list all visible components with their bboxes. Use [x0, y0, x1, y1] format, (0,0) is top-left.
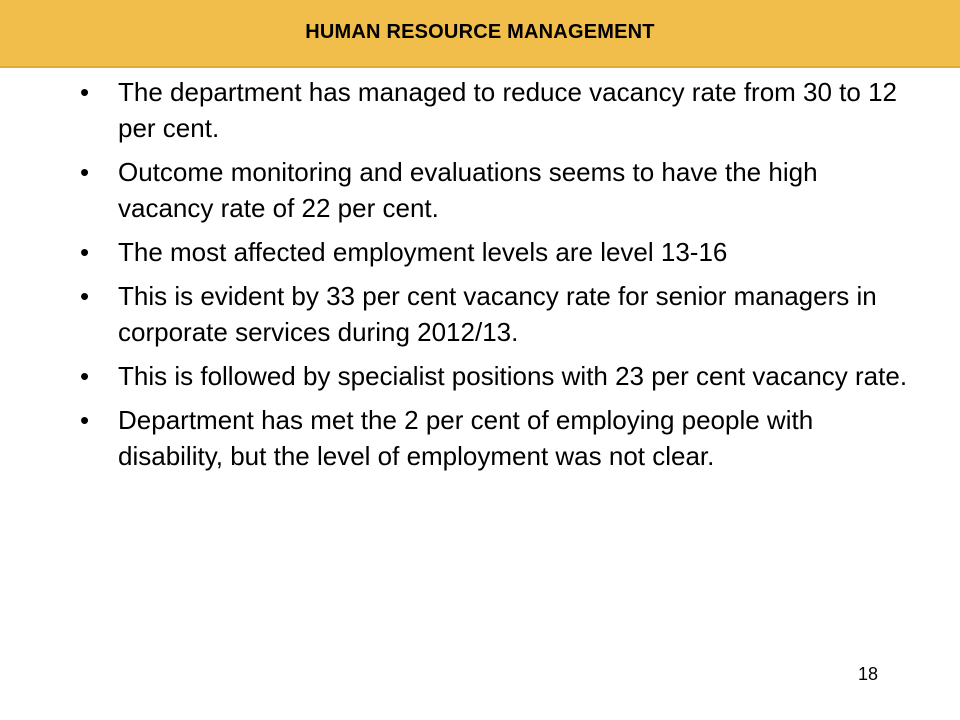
bullet-item-1 — [80, 74, 910, 146]
slide-header — [0, 0, 960, 68]
bullet-icon: • — [80, 157, 90, 187]
bullet-icon: • — [80, 77, 90, 107]
bullet-text: Outcome monitoring and evaluations seems to have the high vacancy rate of 22 per cent. — [118, 157, 818, 223]
bullet-text: Department has met the 2 per cent of employing people with disability, but the level of employment was not clear. — [118, 405, 814, 471]
bullet-icon: • — [80, 237, 90, 267]
bullet-item-3 — [80, 234, 910, 270]
page-number: 18 — [858, 664, 879, 684]
bullet-icon: • — [80, 281, 90, 311]
bullet-item-4 — [80, 278, 910, 350]
bullet-text: This is followed by specialist positions with 23 per cent vacancy rate. — [118, 361, 908, 391]
bullet-text: The department has managed to reduce vacancy rate from 30 to 12 per cent. — [118, 77, 898, 143]
bullet-icon: • — [80, 361, 90, 391]
bullet-list — [80, 74, 910, 482]
bullet-item-6 — [80, 402, 910, 474]
bullet-item-5 — [80, 358, 910, 394]
slide-title: HUMAN RESOURCE MANAGEMENT — [305, 20, 655, 43]
bullet-icon: • — [80, 405, 90, 435]
bullet-text: The most affected employment levels are level 13-16 — [118, 237, 728, 267]
bullet-text: This is evident by 33 per cent vacancy rate for senior managers in corporate services during 2012/13. — [118, 281, 877, 347]
bullet-item-2 — [80, 154, 910, 226]
